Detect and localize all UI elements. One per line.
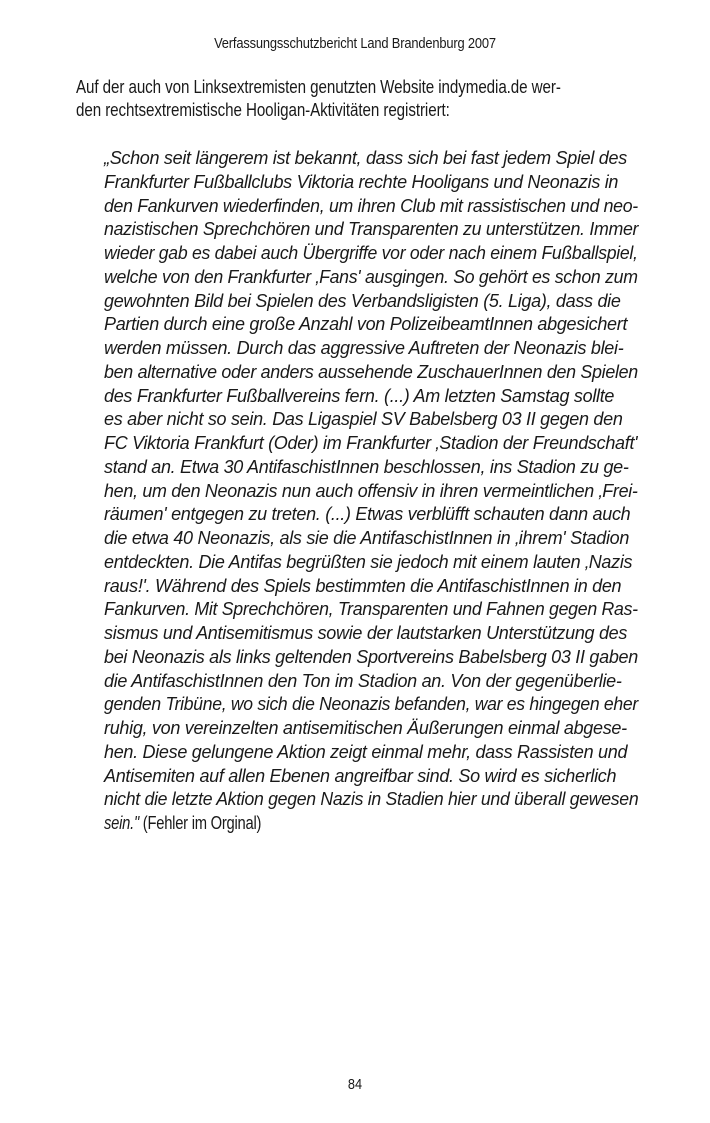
quote-line: die AntifaschistInnen den Ton im Stadion an. Von der gegenüberlie- (104, 670, 622, 691)
quote-closing-line (104, 812, 542, 836)
quote-line: des Frankfurter Fußballvereins fern. (...) Am letzten Samstag sollte (104, 385, 615, 406)
quote-line: Fankurven. Mit Sprechchören, Transparenten und Fahnen gegen Ras- (104, 599, 638, 620)
quote-line: räumen' entgegen zu treten. (...) Etwas verblüfft schauten dann auch (104, 504, 631, 525)
intro-line: Auf der auch von Linksextremisten genutzten Website indymedia.de wer- (76, 76, 561, 97)
quote-line: stand an. Etwa 30 AntifaschistInnen beschlossen, ins Stadion zu ge- (104, 456, 629, 477)
quote-line: es aber nicht so sein. Das Ligaspiel SV Babelsberg 03 II gegen den (104, 409, 623, 430)
quote-line: die etwa 40 Neonazis, als sie die AntifaschistInnen in ‚ihrem' Stadion (104, 528, 630, 548)
running-header: Verfassungsschutzbericht Land Brandenburg 2007 (214, 35, 496, 52)
page-number: 84 (347, 1076, 363, 1093)
quote-line: nazistischen Sprechchören und Transparenten zu unterstützen. Immer (104, 219, 639, 240)
quote-line: werden müssen. Durch das aggressive Auftreten der Neonazis blei- (104, 338, 624, 358)
quote-line: hen. Diese gelungene Aktion zeigt einmal mehr, dass Rassisten und (104, 741, 628, 762)
quote-line: nicht die letzte Aktion gegen Nazis in Stadien hier und überall gewesen (104, 789, 639, 810)
quoted-passage (104, 147, 638, 836)
intro-line: den rechtsextremistische Hooligan-Aktivitäten registriert: (76, 99, 450, 120)
quote-line: Frankfurter Fußballclubs Viktoria rechte Hooligans und Neonazis in (104, 171, 619, 192)
quote-line: Antisemiten auf allen Ebenen angreifbar sind. So wird es sicherlich (104, 765, 617, 786)
quote-line: bei Neonazis als links geltenden Sportvereins Babelsberg 03 II gaben (104, 646, 638, 667)
quote-line: sismus und Antisemitismus sowie der lautstarken Unterstützung des (104, 623, 628, 643)
quote-line: genden Tribüne, wo sich die Neonazis befanden, war es hingegen eher (104, 694, 638, 715)
quote-line: ruhig, von vereinzelten antisemitischen Äußerungen einmal abgese- (104, 718, 627, 738)
quote-line: ben alternative oder anders aussehende ZuschauerInnen den Spielen (104, 361, 638, 382)
quote-line: „Schon seit längerem ist bekannt, dass sich bei fast jedem Spiel des (104, 148, 627, 168)
quote-line: wieder gab es dabei auch Übergriffe vor oder nach einem Fußballspiel, (104, 243, 638, 263)
quote-line: raus!'. Während des Spiels bestimmten die AntifaschistInnen in den (104, 575, 622, 596)
quote-closing-text: sein." (104, 813, 139, 833)
quote-line: den Fankurven wiederfinden, um ihren Club mit rassistischen und neo- (104, 195, 638, 216)
editorial-note: (Fehler im Orginal) (142, 813, 262, 833)
quote-line: FC Viktoria Frankfurt (Oder) im Frankfurter ‚Stadion der Freundschaft' (104, 433, 638, 453)
quote-line: gewohnten Bild bei Spielen des Verbandsligisten (5. Liga), dass die (104, 290, 621, 311)
quote-line: Partien durch eine große Anzahl von PolizeibeamtInnen abgesichert (104, 314, 628, 335)
quote-line: entdeckten. Die Antifas begrüßten sie jedoch mit einem lauten ‚Nazis (104, 551, 633, 572)
quote-line: hen, um den Neonazis nun auch offensiv in ihren vermeintlichen ‚Frei- (104, 480, 638, 501)
quote-line: welche von den Frankfurter ‚Fans' ausgingen. So gehört es schon zum (104, 266, 638, 287)
intro-paragraph (76, 75, 634, 121)
